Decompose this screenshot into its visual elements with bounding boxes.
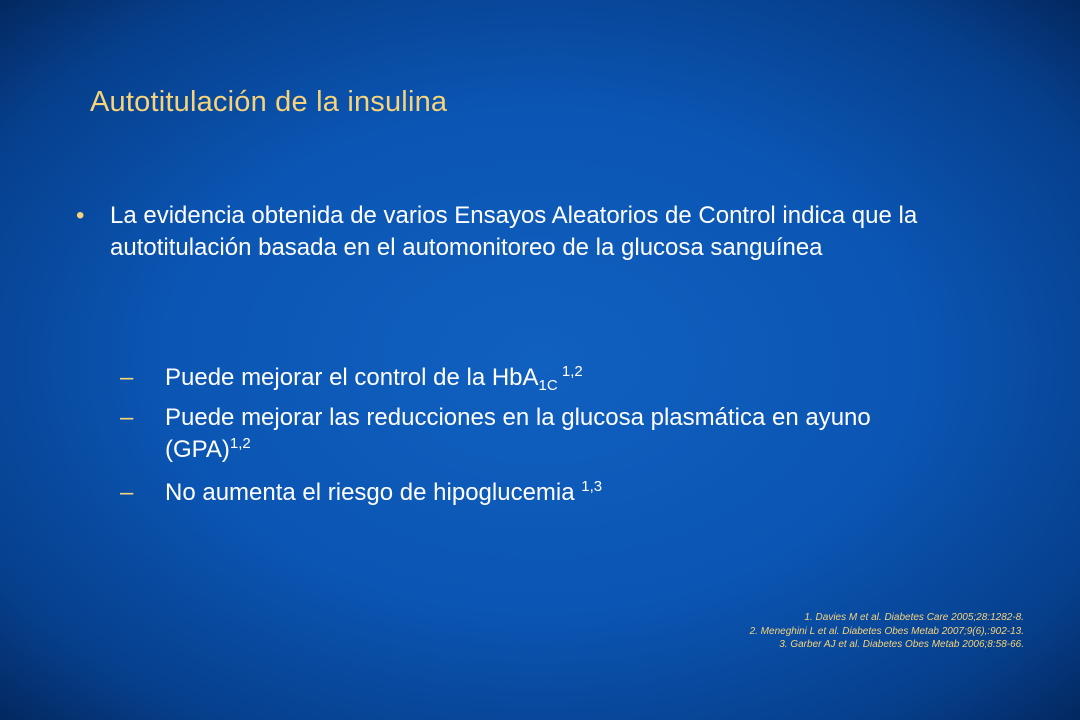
- sub-bullet-hba1c: [120, 362, 960, 394]
- sub-bullet-marker: –: [120, 364, 134, 391]
- sub-bullet-marker: –: [120, 479, 134, 506]
- bullet-text: La evidencia obtenida de varios Ensayos Aleatorios de Control indica que la autotitulación basada en el automonitoreo de la glucosa sanguínea: [110, 202, 918, 262]
- citation-superscript: 1,2: [557, 363, 583, 380]
- bullet-marker: •: [76, 202, 85, 229]
- sub-bullet-marker: –: [120, 404, 134, 431]
- sub-bullet-text: [165, 402, 960, 467]
- citation-superscript: 1,3: [581, 478, 603, 495]
- reference-item: 1. Davies M et al. Diabetes Care 2005;28:1282-8.: [804, 612, 1024, 623]
- sub-bullet-main-text: Puede mejorar las reducciones en la glucosa plasmática en ayuno (GPA): [165, 404, 871, 464]
- subscript-1c: 1C: [538, 377, 558, 394]
- sub-bullet-gpa: [120, 402, 960, 467]
- main-bullet: [76, 200, 996, 265]
- slide-title: Autotitulación de la insulina: [90, 86, 448, 118]
- sub-bullet-text: [165, 362, 960, 394]
- sub-bullet-hypoglycemia: [120, 477, 960, 509]
- sub-bullet-main-text: Puede mejorar el control de la HbA: [165, 364, 539, 391]
- references: [750, 611, 1024, 652]
- reference-item: 3. Garber AJ et al. Diabetes Obes Metab 2006;8:58-66.: [779, 639, 1024, 650]
- sub-bullet-text: [165, 477, 960, 509]
- sub-bullet-main-text: No aumenta el riesgo de hipoglucemia: [165, 479, 582, 506]
- citation-superscript: 1,2: [229, 435, 251, 453]
- reference-item: 2. Meneghini L et al. Diabetes Obes Metab 2007;9(6),:902-13.: [749, 625, 1024, 637]
